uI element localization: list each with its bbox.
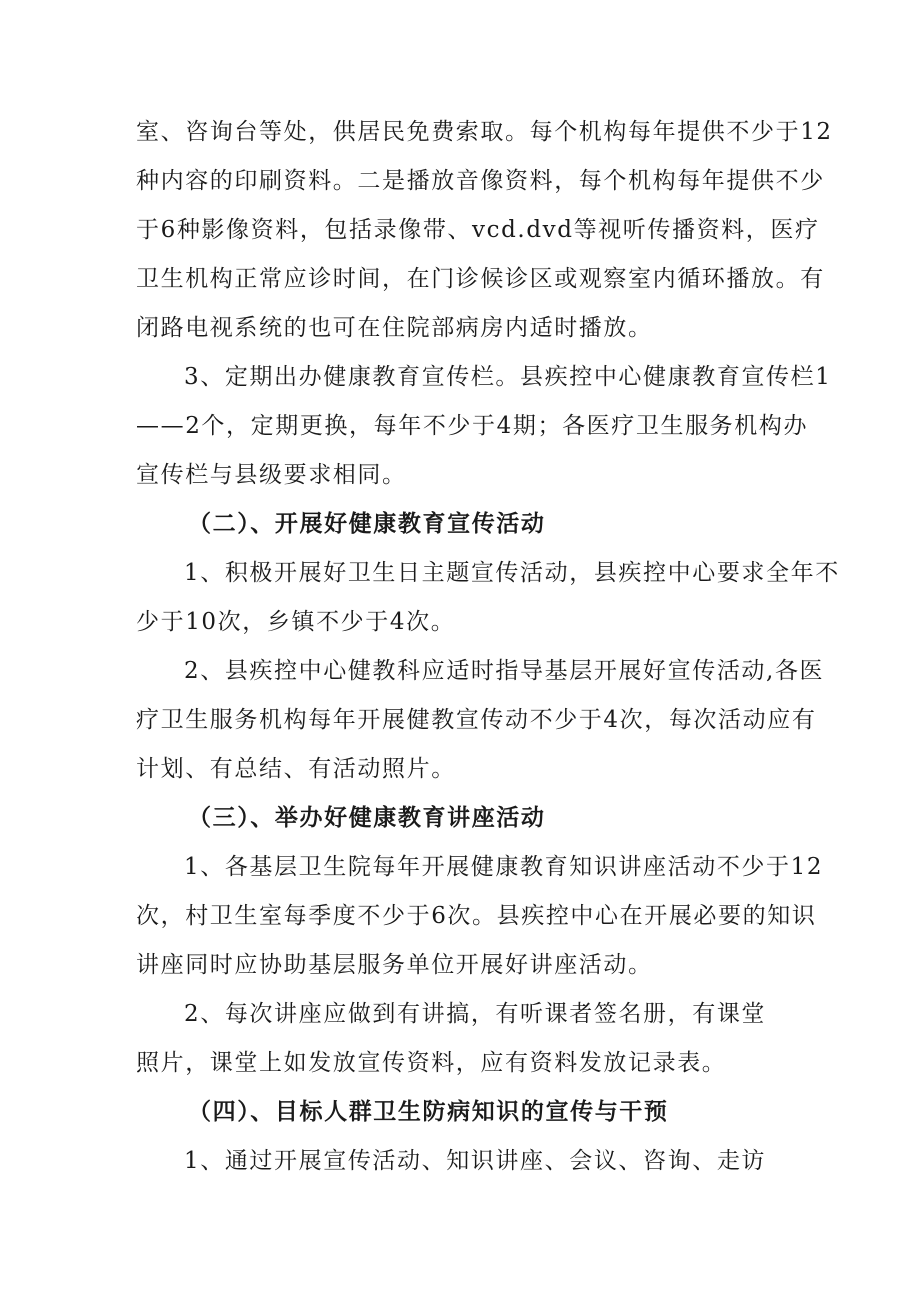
paragraph-line: 计划、有总结、有活动照片。 (136, 756, 456, 782)
paragraph-line: 少于10次，乡镇不少于4次。 (136, 609, 456, 635)
section-heading: （三）、举办好健康教育讲座活动 (188, 804, 546, 831)
paragraph-line: 1、积极开展好卫生日主题宣传活动，县疾控中心要求全年不 (184, 560, 840, 586)
paragraph-line: 1、各基层卫生院每年开展健康教育知识讲座活动不少于12 (184, 854, 824, 880)
paragraph-line: 宣传栏与县级要求相同。 (136, 462, 407, 488)
paragraph-line: 次，村卫生室每季度不少于6次。县疾控中心在开展必要的知识 (136, 903, 817, 929)
paragraph-line: 于6种影像资料，包括录像带、vcd.dvd等视听传播资料，医疗 (136, 217, 820, 243)
paragraph-line: 疗卫生服务机构每年开展健教宣传动不少于4次，每次活动应有 (136, 707, 817, 733)
paragraph-line: 卫生机构正常应诊时间，在门诊候诊区或观察室内循环播放。有 (136, 266, 825, 292)
paragraph-line: 讲座同时应协助基层服务单位开展好讲座活动。 (136, 952, 653, 978)
section-heading: （四）、目标人群卫生防病知识的宣传与干预 (188, 1098, 669, 1125)
paragraph-line: ——2个，定期更换，每年不少于4期；各医疗卫生服务机构办 (136, 413, 809, 439)
paragraph-line: 室、咨询台等处，供居民免费索取。每个机构每年提供不少于12 (136, 119, 833, 145)
paragraph-line: 闭路电视系统的也可在住院部病房内适时播放。 (136, 315, 653, 341)
paragraph-line: 照片，课堂上如发放宣传资料，应有资料发放记录表。 (136, 1050, 727, 1076)
paragraph-line: 2、县疾控中心健教科应适时指导基层开展好宣传活动,各医 (184, 658, 825, 684)
paragraph-line: 1、通过开展宣传活动、知识讲座、会议、咨询、走访 (184, 1148, 767, 1174)
paragraph-line: 3、定期出办健康教育宣传栏。县疾控中心健康教育宣传栏1 (184, 364, 832, 390)
paragraph-line: 2、每次讲座应做到有讲搞，有听课者签名册，有课堂 (184, 1001, 767, 1027)
section-heading: （二）、开展好健康教育宣传活动 (188, 510, 546, 537)
paragraph-line: 种内容的印刷资料。二是播放音像资料，每个机构每年提供不少 (136, 168, 825, 194)
